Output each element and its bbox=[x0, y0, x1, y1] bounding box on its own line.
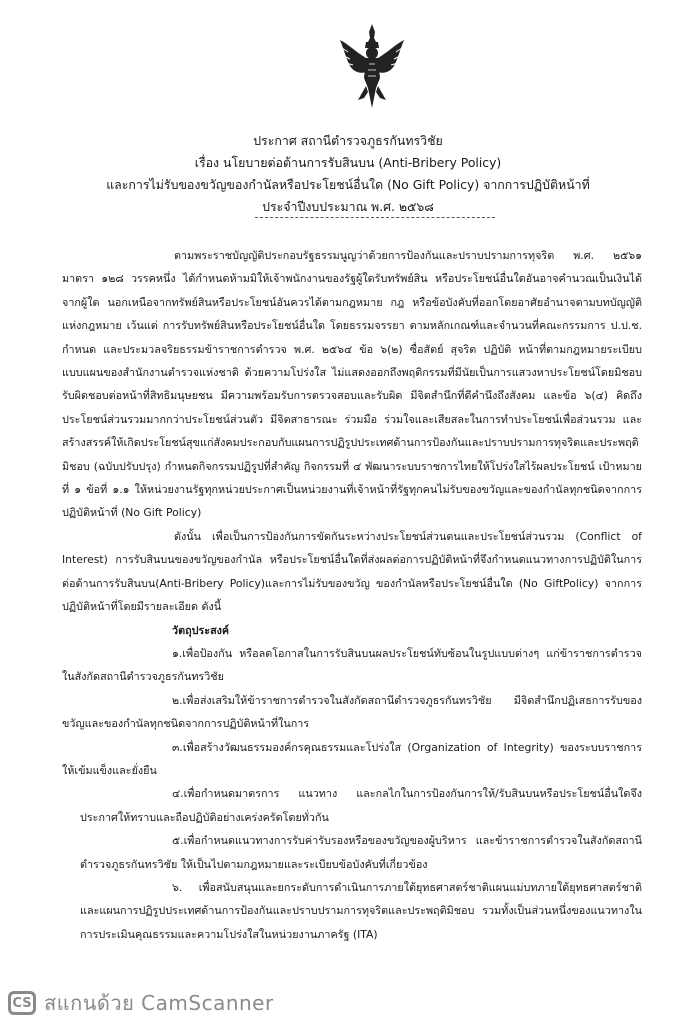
objective-item-2: ๒.เพื่อส่งเสริมให้ข้าราชการตำรวจในสังกัดสถานีตำรวจภูธรกันทรวิชัย มีจิตสำนึกปฏิเสธการรับของขวัญและของกำนัลทุกชนิดจากการปฏิบัติหน้าที่ในการ bbox=[62, 693, 642, 731]
objective-item-3: ๓.เพื่อสร้างวัฒนธรรมองค์กรคุณธรรมและโปร่งใส (Organization of Integrity) ของระบบราชการให้เข้มแข็งและยั่งยืน bbox=[62, 740, 642, 777]
announcement-header bbox=[0, 130, 696, 218]
objectives-heading: วัตถุประสงค์ bbox=[172, 623, 230, 637]
header-issuer: ประกาศ สถานีตำรวจภูธรกันทรวิชัย bbox=[253, 133, 443, 148]
header-fiscal-year: ประจำปีงบประมาณ พ.ศ. ๒๕๖๘ bbox=[262, 199, 434, 214]
paragraph-therefore: ดังนั้น เพื่อเป็นการป้องกันการขัดกันระหว่างประโยชน์ส่วนตนและประโยชน์ส่วนรวม (Conflict of Interest) การรับสินบนของขวัญของกำนัล หรือประโยชน์อื่นใดที่ส่งผลต่อการปฏิบัติหน้าที่จึงกำหนดแนวทางการปฏิบัติในการต่อต้านการรับสินบน(Anti-Bribery Policy)และการไม่รับของขวัญ ของกำนัลหรือประโยชน์อื่นใด (No GiftPolicy) จากการปฏิบัติหน้าที่โดยมีรายละเอียด ดังนี้ bbox=[62, 529, 642, 614]
objective-item-4: ๔.เพื่อกำหนดมาตรการ แนวทาง และกลไกในการป้องกันการให้/รับสินบนหรือประโยชน์อื่นใดจึงประกาศให้ทราบและถือปฏิบัติอย่างเคร่งครัดโดยทั่วกัน bbox=[80, 787, 642, 824]
objective-item-5: ๕.เพื่อกำหนดแนวทางการรับค่ารับรองหรือของขวัญของผู้บริหาร และข้าราชการตำรวจในสังกัดสถานีตำรวจภูธรกันทรวิชัย ให้เป็นไปตามกฎหมายและระเบียบข้อบังคับที่เกี่ยวข้อง bbox=[80, 834, 642, 871]
scanner-watermark bbox=[0, 982, 696, 1024]
header-subject-continued: และการไม่รับของขวัญของกำนัลหรือประโยชน์อื่นใด (No Gift Policy) จากการปฏิบัติหน้าที่ bbox=[106, 177, 590, 192]
objective-item-1: ๑.เพื่อป้องกัน หรือลดโอกาสในการรับสินบนผลประโยชน์ทับซ้อนในรูปแบบต่างๆ แก่ข้าราชการตำรวจในสังกัดสถานีตำรวจภูธรกันทรวิชัย bbox=[62, 646, 642, 684]
garuda-emblem-icon bbox=[336, 22, 408, 110]
objective-item-6: ๖. เพื่อสนับสนุนและยกระดับการดำเนินการภายใต้ยุทธศาสตร์ชาติแผนแม่บทภายใต้ยุทธศาสตร์ชาติและแผนการปฏิรูปประเทศด้านการป้องกันและปราบปรามการทุจริตและประพฤติมิชอบ รวมทั้งเป็นส่วนหนึ่งของแนวทางในการประเมินคุณธรรมและความโปร่งใสในหน่วยงานภาครัฐ (ITA) bbox=[80, 880, 642, 941]
camscanner-label: สแกนด้วย CamScanner bbox=[44, 991, 274, 1015]
paragraph-legal-basis: ตามพระราชบัญญัติประกอบรัฐธรรมนูญว่าด้วยการป้องกันและปราบปรามการทุจริต พ.ศ. ๒๕๖๑ มาตรา ๑๒๘ วรรคหนึ่ง ได้กำหนดห้ามมิให้เจ้าพนักงานของรัฐผู้ใดรับทรัพย์สิน หรือประโยชน์อื่นใดอันอาจคำนวณเป็นเงินได้จากผู้ใด นอกเหนือจากทรัพย์สินหรือประโยชน์อันควรได้ตามกฎหมาย กฎ หรือข้อบังคับที่ออกโดยอาศัยอำนาจตามบทบัญญัติแห่งกฎหมาย เว้นแต่ การรับทรัพย์สินหรือประโยชน์อื่นใด โดยธรรมจรรยา ตามหลักเกณฑ์และจำนวนที่คณะกรรมการ ป.ป.ช. กำหนด และประมวลจริยธรรมข้าราชการตำรวจ พ.ศ. ๒๕๖๔ ข้อ ๖(๒) ซื่อสัตย์ สุจริต ปฏิบัติ หน้าที่ตามกฎหมายระเบียบแบบแผนของสำนักงานตำรวจแห่งชาติ ด้วยความโปร่งใส ไม่แสดงออกถึงพฤติกรรมที่มีนัยเป็นการแสวงหาประโยชน์โดยมิชอบ รับผิดชอบต่อหน้าที่สิทธิมนุษยชน มีความพร้อมรับการตรวจสอบและรับผิด มีจิตสำนึกที่ดีคำนึงถึงสังคม และข้อ ๖(๔) คิดถึงประโยชน์ส่วนรวมมากกว่าประโยชน์ส่วนตัว มีจิตสาธารณะ ร่วมมือ ร่วมใจและเสียสละในการทำประโยชน์เพื่อส่วนรวม และสร้างสรรค์ให้เกิดประโยชน์สุขแก่สังคมประกอบกับแผนการปฏิรูปประเทศด้านการป้องกันและปราบปรามการทุจริตและประพฤติมิชอบ (ฉบับปรับปรุง) กำหนดกิจกรรมปฏิรูปที่สำคัญ กิจกรรมที่ ๔ พัฒนาระบบราชการไทยให้โปร่งใสไร้ผลประโยชน์ เป้าหมายที่ ๑ ข้อที่ ๑.๑ ให้หน่วยงานรัฐทุกหน่วยประกาศเป็นหน่วยงานที่เจ้าหน้าที่รัฐทุกคนไม่รับของขวัญและของกำนัลทุกชนิดจากการปฏิบัติหน้าที่ (No Gift Policy) bbox=[62, 249, 642, 520]
header-subject: เรื่อง นโยบายต่อต้านการรับสินบน (Anti-Bribery Policy) bbox=[194, 155, 502, 170]
document-body bbox=[62, 244, 642, 946]
header-divider bbox=[255, 217, 495, 218]
camscanner-logo-icon: CS bbox=[8, 991, 36, 1015]
